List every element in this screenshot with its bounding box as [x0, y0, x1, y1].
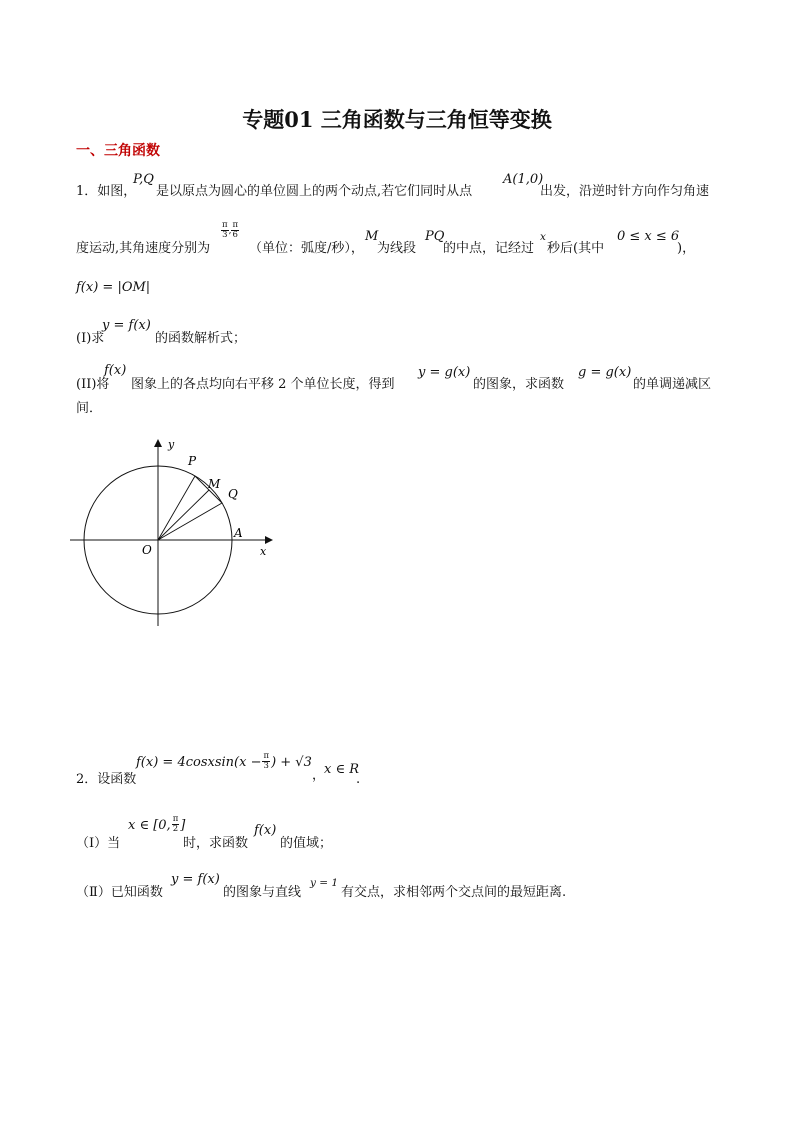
q1-text-7: 秒后(其中 [547, 241, 605, 256]
q1-pq-segment: PQ [425, 229, 445, 244]
q1-part2-text-4: 间． [76, 401, 103, 416]
q1-part1-formula: y = f(x) [102, 318, 151, 333]
q2-part1-interval: x ∈ [0, $\frac{\pi}{2}$ ] [128, 814, 186, 834]
q1-text-2: 出发，沿逆时针方向作匀角速 [540, 184, 710, 199]
label-y: y [168, 438, 175, 451]
q1-text-3: 度运动,其角速度分别为 [76, 241, 211, 256]
q2-part1-f: f(x) [254, 823, 277, 838]
unit-circle-figure [64, 434, 284, 634]
label-a: A [234, 526, 243, 540]
section-heading: 一、三角函数 [76, 143, 160, 159]
label-m: M [208, 477, 221, 491]
q2-part2-line: y = 1 [310, 877, 339, 889]
q2-comma: ， [312, 768, 326, 783]
q2-part1-label: （Ⅰ）当 [76, 836, 121, 851]
q1-x-symbol: x [540, 231, 546, 243]
fraction-pi-3: $\frac{\pi}{3}$ [222, 220, 228, 240]
q2-part1-text-1: 时，求函数 [183, 836, 249, 851]
segment-op [158, 476, 195, 540]
fraction-pi-6: $\frac{\pi}{6}$ [232, 220, 239, 240]
q1-pq-symbol: P,Q [133, 172, 154, 187]
q1-text-1: 是以原点为圆心的单位圆上的两个动点,若它们同时从点 [156, 184, 473, 199]
q1-part2-label: (II)将 [76, 377, 110, 392]
q1-part2-g: y = g(x) [418, 365, 471, 380]
q1-f-definition: f(x) = |OM| [76, 280, 151, 295]
label-q: Q [228, 487, 238, 501]
q1-part1-label: (I)求 [76, 331, 105, 346]
q2-domain: x ∈ R [324, 762, 360, 777]
q2-part2-text-1: 的图象与直线 [223, 885, 302, 900]
q1-range: 0 ≤ x ≤ 6 [617, 229, 680, 244]
q1-text-8: )， [677, 241, 696, 256]
q1-text-6: 的中点，记经过 [443, 241, 535, 256]
q1-m-symbol: M [365, 229, 379, 244]
page-title: 专题01 三角函数与三角恒等变换 [242, 107, 552, 132]
q1-point-a: A(1,0) [503, 172, 544, 187]
q1-number: 1．如图， [76, 184, 137, 199]
q2-part2-text-2: 有交点，求相邻两个交点间的最短距离. [341, 885, 567, 900]
angular-speeds: $\frac{\pi}{3}$ , $\frac{\pi}{6}$ [222, 220, 239, 240]
q1-text-4: （单位：弧度/秒）， [249, 241, 364, 256]
label-p: P [188, 454, 197, 468]
label-x: x [260, 545, 267, 558]
q1-text-5: 为线段 [377, 241, 417, 256]
q1-part1-text: 的函数解析式； [155, 331, 247, 346]
q2-part1-text-2: 的值域； [280, 836, 333, 851]
q2-period: . [356, 772, 361, 787]
q2-part2-label: （Ⅱ）已知函数 [76, 885, 163, 900]
q1-part2-text-3: 的单调递减区 [633, 377, 712, 392]
q2-number: 2．设函数 [76, 772, 137, 787]
q1-part2-g2: g = g(x) [578, 365, 632, 380]
q1-part2-text-1: 图象上的各点均向右平移 2 个单位长度，得到 [131, 377, 395, 392]
q2-function: f(x) = 4cosxsin(x − $\frac{\pi}{3}$ ) + √3 [136, 751, 312, 771]
q1-part2-f: f(x) [104, 363, 127, 378]
label-o: O [142, 543, 152, 557]
q1-part2-text-2: 的图象，求函数 [473, 377, 565, 392]
q2-part2-f: y = f(x) [171, 872, 220, 887]
